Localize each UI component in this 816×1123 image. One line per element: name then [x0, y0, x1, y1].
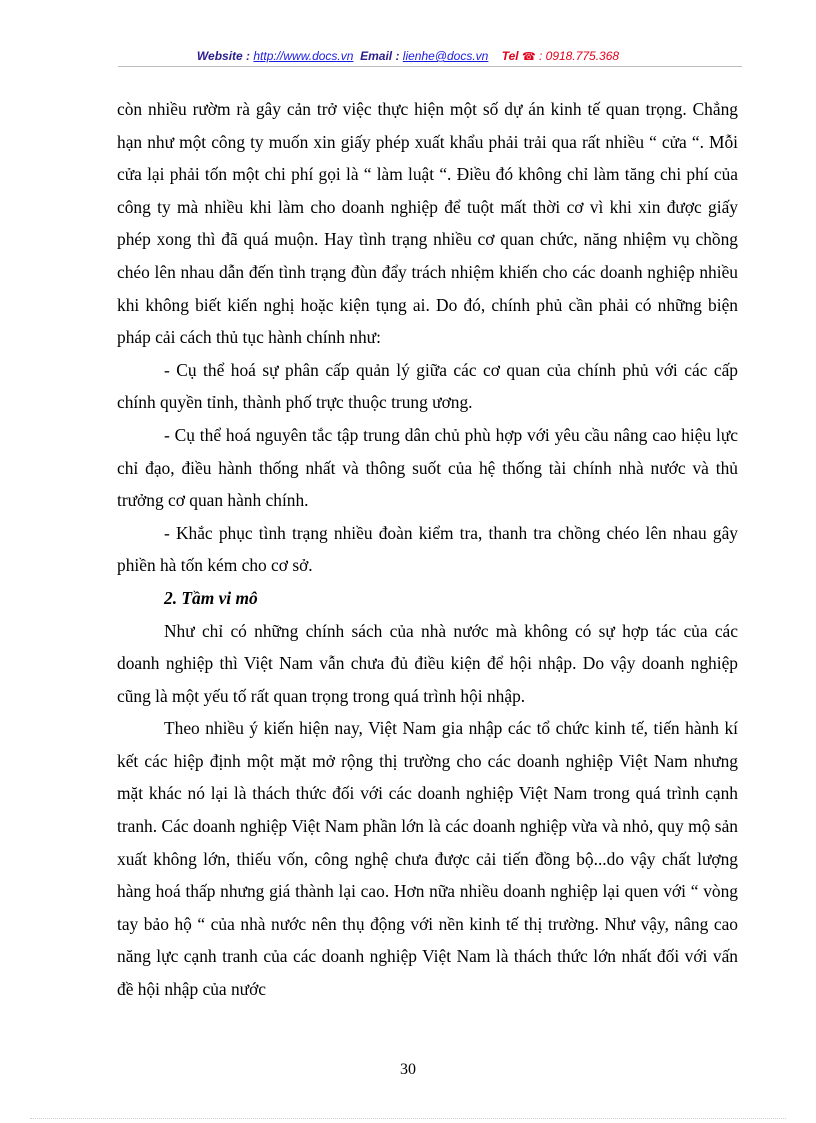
email-label: Email	[360, 49, 393, 63]
section-heading: 2. Tầm vi mô	[164, 587, 258, 608]
page-number: 30	[400, 1061, 416, 1078]
tel-number: : 0918.775.368	[535, 49, 620, 63]
footer-divider	[30, 1118, 786, 1119]
header-divider	[118, 66, 742, 67]
website-link[interactable]: http://www.docs.vn	[253, 49, 354, 63]
paragraph-continuation: còn nhiều rườm rà gây cản trở việc thực hiện một số dự án kinh tế quan trọng. Chẳng hạn như một công ty muốn xin giấy phép xuất khẩu phải trải qua rất nhiều “ cửa “. Mỗi cửa lại phải tốn một chi phí gọi là “ làm luật “. Điều đó không chỉ làm tăng chi phí của công ty mà nhiều khi làm cho doanh nghiệp để tuột mất thời cơ vì khi xin được giấy phép xong thì đã quá muộn. Hay tình trạng nhiều cơ quan chức, năng nhiệm vụ chồng chéo lên nhau dẫn đến tình trạng đùn đẩy trách nhiệm khiến cho các doanh nghiệp nhiều khi không biết kiến nghị hoặc kiện tụng ai. Do đó, chính phủ cần phải có những biện pháp cải cách thủ tục hành chính như:	[117, 99, 738, 348]
tel-label: Tel	[501, 49, 519, 63]
website-label: Website :	[196, 49, 254, 63]
document-body	[117, 93, 738, 1006]
paragraph-3: Theo nhiều ý kiến hiện nay, Việt Nam gia nhập các tổ chức kinh tế, tiến hành kí kết các hiệp định một mặt mở rộng thị trường cho các doanh nghiệp Việt Nam nhưng mặt khác nó lại là thách thức đối với các doanh nghiệp Việt Nam trong quá trình cạnh tranh. Các doanh nghiệp Việt Nam phần lớn là các doanh nghiệp vừa và nhỏ, quy mộ sản xuất không lớn, thiếu vốn, công nghệ chưa được cải tiến đồng bộ...do vậy chất lượng hàng hoá thấp nhưng giá thành lại cao. Hơn nữa nhiều doanh nghiệp lại quen với “ vòng tay bảo hộ “ của nhà nước nên thụ động với nền kinh tế thị trường. Như vậy, nâng cao năng lực cạnh tranh của các doanh nghiệp Việt Nam là thách thức lớn nhất đối với vấn đề hội nhập của nước	[117, 718, 738, 1000]
bullet-item-1: - Cụ thể hoá sự phân cấp quản lý giữa các cơ quan của chính phủ với các cấp chính quyền tỉnh, thành phố trực thuộc trung ương.	[117, 359, 738, 413]
bullet-item-2: - Cụ thể hoá nguyên tắc tập trung dân chủ phù hợp với yêu cầu nâng cao hiệu lực chỉ đạo, điều hành thống nhất và thông suốt của hệ thống tài chính nhà nước và thủ trưởng cơ quan hành chính.	[117, 424, 738, 511]
bullet-item-3: - Khắc phục tình trạng nhiều đoàn kiểm tra, thanh tra chồng chéo lên nhau gây phiền hà tốn kém cho cơ sở.	[117, 522, 738, 576]
paragraph-2: Như chỉ có những chính sách của nhà nước mà không có sự hợp tác của các doanh nghiệp thì Việt Nam vẫn chưa đủ điều kiện để hội nhập. Do vậy doanh nghiệp cũng là một yếu tố rất quan trọng trong quá trình hội nhập.	[117, 620, 738, 706]
phone-icon: ☎	[521, 51, 536, 63]
page-header	[0, 48, 816, 65]
email-separator: :	[392, 49, 403, 63]
email-link[interactable]: lienhe@docs.vn	[402, 49, 489, 63]
